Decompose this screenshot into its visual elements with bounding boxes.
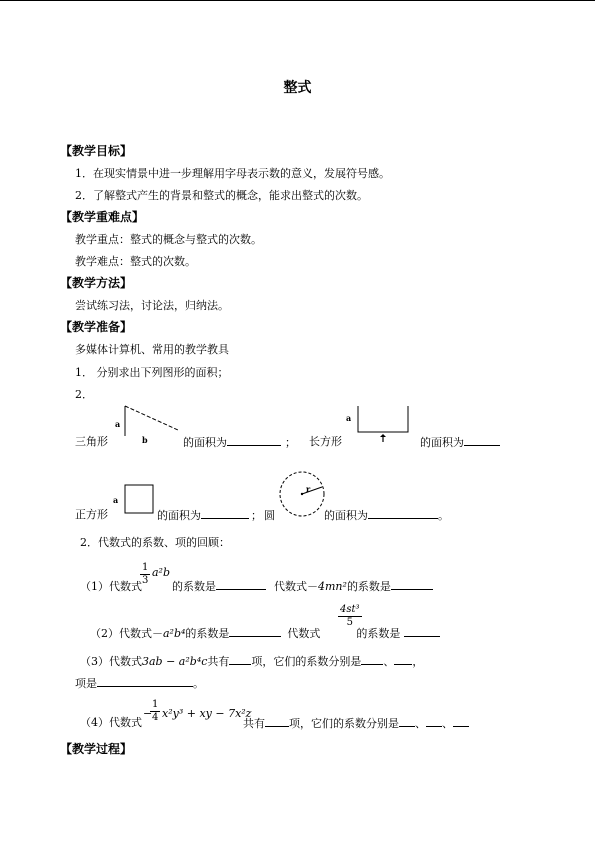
line-1-coef-text: 的系数是 — [172, 580, 216, 593]
method-text: 尝试练习法，讨论法，归纳法。 — [75, 299, 229, 312]
line-3b-prefix: 项是 — [75, 677, 97, 690]
expr-4mn2: 4mn² — [318, 580, 347, 593]
square-label-a: a — [113, 495, 119, 505]
section-heading-method: 【教学方法】 — [60, 276, 133, 290]
fraction-denominator: 3 — [142, 575, 149, 586]
area-is-text: 的面积为 — [324, 509, 368, 522]
circle-label: 圆 — [264, 509, 275, 522]
line-3 — [80, 654, 423, 669]
section-heading-prep: 【教学准备】 — [60, 320, 133, 334]
fraction-1-4 — [150, 699, 160, 724]
line-1-prefix: （1）代数式 — [80, 580, 142, 593]
expr-x2y3: x²y³ + xy − 7x²z — [162, 707, 252, 720]
square-label: 正方形 — [75, 508, 108, 521]
line-4-blank-3[interactable] — [453, 716, 469, 727]
line-1-blank-2[interactable] — [391, 579, 433, 590]
page-top-border — [0, 0, 595, 1]
semicolon: ； — [251, 509, 262, 522]
sep: 、 — [383, 655, 395, 668]
line-1-expr-prefix: 代数式－ — [274, 580, 318, 593]
rectangle-figure — [345, 404, 415, 444]
triangle-label-a: a — [115, 419, 121, 429]
triangle-area-blank[interactable] — [227, 435, 281, 446]
goal-item: 2．了解整式产生的背景和整式的概念，能求出整式的次数。 — [75, 189, 368, 202]
question-2: 2．代数式的系数、项的回顾： — [80, 536, 230, 549]
line-1-blank-1[interactable] — [216, 579, 266, 590]
section-heading-goals: 【教学目标】 — [60, 144, 133, 158]
triangle-label: 三角形 — [75, 435, 108, 448]
line-2-prefix: （2）代数式－ — [90, 627, 163, 640]
triangle-area-line — [183, 435, 296, 450]
line-3-total: 共有 — [207, 655, 230, 668]
page-title: 整式 — [283, 80, 312, 96]
line-3b — [75, 676, 204, 691]
area-is-text: 的面积为 — [183, 436, 227, 449]
key-item: 教学难点：整式的次数。 — [75, 255, 196, 268]
line-4-blank-1[interactable] — [399, 716, 415, 727]
rectangle-area-line — [420, 435, 500, 450]
goal-item: 1．在现实情景中进一步理解用字母表示数的意义，发展符号感。 — [75, 167, 390, 180]
fraction-denominator: 4 — [152, 712, 159, 723]
line-2-expr-prefix: 代数式 — [287, 627, 321, 640]
fraction-numerator: 4st³ — [340, 604, 360, 615]
line-3-blank-2[interactable] — [394, 654, 412, 665]
line-2-coef-text-2: 的系数是 — [356, 627, 401, 640]
expr-a2b: a²b — [152, 566, 171, 579]
key-item: 教学重点：整式的概念与整式的次数。 — [75, 233, 262, 246]
line-4-blank-2[interactable] — [426, 716, 442, 727]
triangle-figure — [113, 404, 183, 444]
square-area-blank[interactable] — [201, 508, 249, 519]
circle-label-r: r — [306, 484, 311, 494]
fraction-denominator: 5 — [346, 617, 353, 628]
line-3-coef-text: 项，它们的系数分别是 — [251, 655, 362, 668]
fraction-numerator: 1 — [152, 699, 159, 710]
expr-a2b4: a²b⁴ — [163, 627, 186, 640]
line-2-blank-1[interactable] — [229, 626, 281, 637]
circle-figure — [278, 470, 328, 520]
circle-area-blank[interactable] — [368, 508, 438, 519]
rectangle-label: 长方形 — [309, 435, 342, 448]
line-3-prefix: （3）代数式 — [80, 655, 142, 668]
line-4 — [243, 716, 469, 731]
line-3b-blank[interactable] — [97, 676, 193, 687]
section-heading-key: 【教学重难点】 — [60, 210, 145, 224]
square-area-line — [157, 508, 275, 523]
semicolon: ； — [285, 436, 296, 449]
area-is-text: 的面积为 — [420, 436, 464, 449]
sep: 、 — [415, 717, 426, 730]
circle-area-line — [324, 508, 449, 523]
section-heading-process: 【教学过程】 — [60, 742, 133, 756]
prep-text: 多媒体计算机、常用的教学教具 — [75, 343, 229, 356]
line-2-blank-2[interactable] — [404, 626, 440, 637]
line-3-blank-count[interactable] — [229, 654, 251, 665]
line-4-coef-text: 项，它们的系数分别是 — [289, 717, 399, 730]
line-2 — [90, 626, 440, 641]
line-4-prefix: （4）代数式 — [80, 716, 142, 729]
line-4-minus: − — [143, 707, 153, 720]
sep: 、 — [442, 717, 453, 730]
question-1: 1． 分别求出下列图形的面积； — [75, 366, 229, 379]
fraction-numerator: 1 — [142, 562, 149, 573]
expr-3ab: 3ab − a²b⁴c — [142, 655, 208, 668]
line-1-coef-text-2: 的系数是 — [346, 580, 391, 593]
period: 。 — [193, 677, 204, 690]
line-1 — [80, 579, 433, 594]
triangle-label-b: b — [142, 435, 148, 445]
rectangle-label-a: a — [346, 413, 352, 423]
rectangle-area-blank[interactable] — [464, 435, 500, 446]
question-1-sub: 2． — [75, 388, 93, 401]
line-2-coef-text: 的系数是 — [185, 627, 230, 640]
period: 。 — [438, 509, 449, 522]
line-4-blank-count[interactable] — [265, 716, 289, 727]
sep: ， — [412, 655, 424, 668]
area-is-text: 的面积为 — [157, 509, 201, 522]
line-4-total: 共有 — [243, 717, 265, 730]
line-3-blank-1[interactable] — [361, 654, 383, 665]
